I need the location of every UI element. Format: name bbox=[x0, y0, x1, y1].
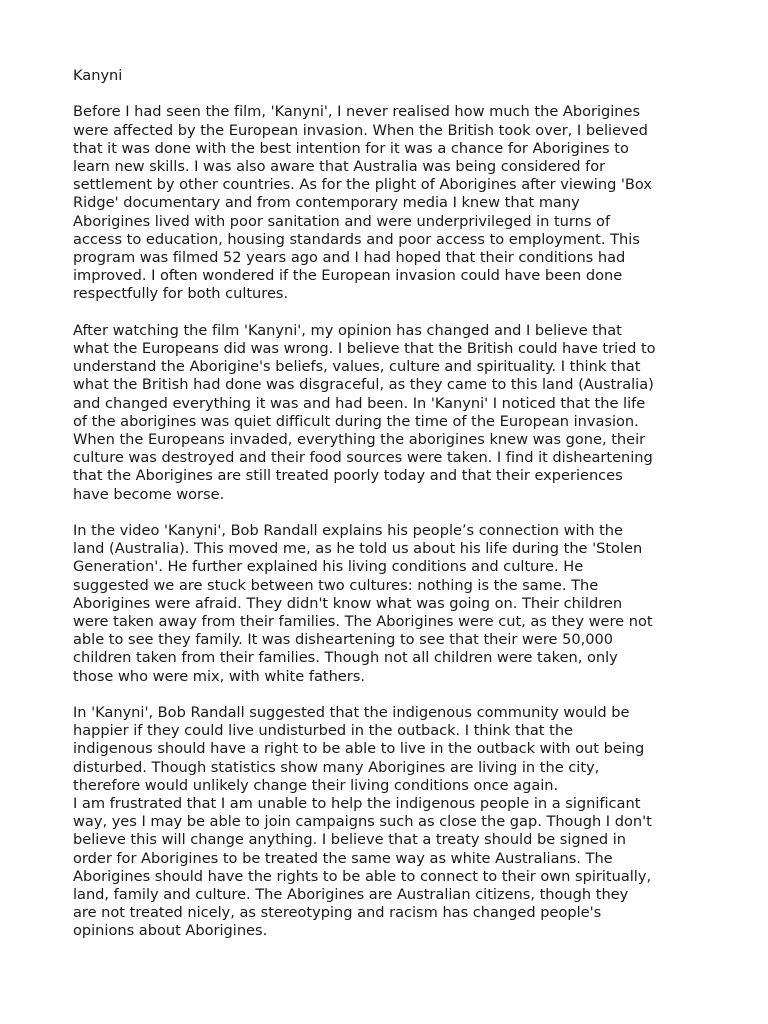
paragraph-3: In the video 'Kanyni', Bob Randall explains his people’s connection with the land (Australia). This moved me, as he told us about his life during the 'Stolen Generation'. He further explained his living conditions and culture. He suggested we are stuck between two cultures: nothing is the same. The Aborigines were afraid. They didn't know what was going on. Their children were taken away from their families. The Aborigines were cut, as they were not able to see they family. It was disheartening to see that their were 50,000 children taken from their families. Though not all children were taken, only those who were mix, with white fathers. bbox=[73, 522, 653, 685]
document-title: Kanyni bbox=[73, 67, 123, 84]
paragraph-2: After watching the film 'Kanyni', my opinion has changed and I believe that what the Europeans did was wrong. I believe that the British could have tried to understand the Aborigine's beliefs, values, culture and spirituality. I think that what the British had done was disgraceful, as they came to this land (Australia) and changed everything it was and had been. In 'Kanyni' I noticed that the life of the aborigines was quiet difficult during the time of the European invasion. When the Europeans invaded, everything the aborigines knew was gone, their culture was destroyed and their food sources were taken. I find it disheartening that the Aborigines are still treated poorly today and that their experiences have become worse. bbox=[73, 321, 656, 503]
paragraph-4: In 'Kanyni', Bob Randall suggested that the indigenous community would be happier if they could live undisturbed in the outback. I think that the indigenous should have a right to be able to live in the outback with out being disturbed. Though statistics show many Aborigines are living in the city, therefore would unlikely change their living conditions once again. bbox=[73, 704, 645, 794]
document-body bbox=[73, 67, 713, 959]
paragraph-5: I am frustrated that I am unable to help the indigenous people in a significant way, yes I may be able to join campaigns such as close the gap. Though I don't believe this will change anything. I believe that a treaty should be signed in order for Aborigines to be treated the same way as white Australians. The Aborigines should have the rights to be able to connect to their own spiritually, land, family and culture. The Aborigines are Australian citizens, though they are not treated nicely, as stereotyping and racism has changed people's opinions about Aborigines. bbox=[73, 795, 652, 940]
paragraph-1: Before I had seen the film, 'Kanyni', I never realised how much the Aborigines were affected by the European invasion. When the British took over, I believed that it was done with the best intention for it was a chance for Aborigines to learn new skills. I was also aware that Australia was being considered for settlement by other countries. As for the plight of Aborigines after viewing 'Box Ridge' documentary and from contemporary media I knew that many Aborigines lived with poor sanitation and were underprivileged in turns of access to education, housing standards and poor access to employment. This program was filmed 52 years ago and I had hoped that their conditions had improved. I often wondered if the European invasion could have been done respectfully for both cultures. bbox=[73, 103, 652, 303]
